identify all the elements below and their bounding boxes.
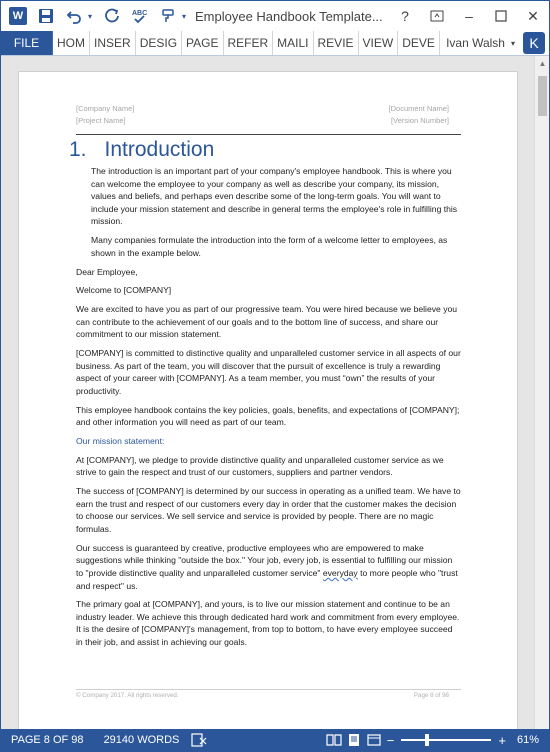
paragraph: Many companies formulate the introduction into the form of a welcome letter to employees, as shown in the example below. [91,235,448,258]
tab-page-layout[interactable]: PAGE [182,31,223,55]
paragraph [76,542,461,592]
header-project-name: [Project Name] [76,116,126,125]
heading-text: Introduction [104,138,215,161]
tab-references[interactable]: REFER [224,31,274,55]
spelling-check-icon[interactable] [129,5,151,27]
page-indicator[interactable]: PAGE 8 OF 98 [11,734,84,746]
word-app-icon[interactable] [7,5,29,27]
paragraph: At [COMPANY], we pledge to provide distinctive quality and unparalleled customer service as we strive to gain the respect and trust of our customers, suppliers and partner vendors. [76,454,444,478]
document-body [76,165,461,655]
header-rule [76,134,461,135]
tab-insert[interactable]: INSER [90,31,136,55]
zoom-in-button[interactable]: + [498,732,506,748]
save-icon[interactable] [35,5,57,27]
paragraph: The success of [COMPANY] is determined by our success in operating as a unified team. We have to earn the trust and respect of our customers every day in order that the customer makes the decision to choose our services. We sell service and service is provided by people. There are no magic formulas. [76,486,461,534]
word-count[interactable]: 29140 WORDS [103,734,180,746]
tab-mailings[interactable]: MAILI [273,31,313,55]
zoom-level[interactable]: 61% [516,734,539,746]
document-page[interactable] [18,71,518,730]
customize-toolbar-icon[interactable]: ▾ [181,11,186,21]
web-layout-icon[interactable] [364,729,384,751]
title-bar [1,1,549,31]
footer-copyright: © Company 2017. All rights reserved. [76,692,179,699]
spelling-flagged-word[interactable]: everyday [322,567,358,578]
header-company-name: [Company Name] [76,104,135,113]
zoom-slider-thumb[interactable] [425,734,429,746]
text-run: to more people who "trust and respect" us. [76,567,458,591]
heading-number: 1. [69,138,87,161]
document-area [1,55,549,729]
scrollbar-thumb[interactable] [538,76,547,116]
undo-icon[interactable] [63,5,85,27]
window-controls [389,1,549,31]
section-heading [69,138,214,162]
tab-developer[interactable]: DEVE [398,31,440,55]
close-icon[interactable]: ✕ [527,7,539,24]
status-bar [1,729,549,751]
salutation: Dear Employee, [76,266,138,277]
tab-review[interactable]: REVIE [314,31,359,55]
proofing-icon[interactable] [189,729,209,751]
undo-dropdown-icon[interactable]: ▾ [87,11,92,21]
help-icon[interactable]: ? [401,8,409,24]
paragraph: This employee handbook contains the key policies, goals, benefits, and expectations of [COMPANY]; and other information you will need as part of our team. [76,404,460,428]
user-name[interactable]: Ivan Walsh [446,36,505,50]
mission-heading: Our mission statement: [76,436,165,446]
ribbon-tabs [1,31,549,55]
quick-access-toolbar [1,1,189,31]
restore-icon[interactable] [485,1,517,31]
redo-icon[interactable] [101,5,123,27]
format-painter-icon[interactable] [157,5,179,27]
vertical-scrollbar[interactable] [534,56,549,730]
user-dropdown-icon[interactable]: ▾ [510,38,515,48]
read-mode-icon[interactable] [324,729,344,751]
zoom-slider[interactable] [401,739,491,741]
page-header [76,103,449,127]
text-run: Our success is guaranteed by creative, productive employees who are empowered to make suggestions while thinking "outside the box." Your job, every job, is essential to fulfilling our mission to "provide distinctive quality and unparalleled customer service" [76,542,453,578]
svg-text:ABC: ABC [132,10,148,17]
tab-home[interactable]: HOM [53,31,90,55]
welcome-line: Welcome to [COMPANY] [76,285,172,296]
paragraph: The primary goal at [COMPANY], and yours, is to live our mission statement and continue to be an industry leader. We achieve this through dedicated hard work and commitment from every employee. It is the desire of [COMPANY]'s management, from top to bottom, to have every employee succeed in their job, and assist in achieving our goals. [76,599,460,648]
paragraph: We are excited to have you as part of our progressive team. You were hired because we believe you can contribute to the achievement of our goals and to the bottom line of success, and share our commitment to our mission statement. [76,304,458,340]
tab-file[interactable]: FILE [1,31,53,55]
scroll-up-icon[interactable]: ▲ [538,58,547,68]
minimize-icon[interactable]: – [465,8,473,24]
word-logo: W [9,7,27,25]
ribbon-display-options-icon[interactable] [421,1,453,31]
tab-design[interactable]: DESIG [136,31,182,55]
header-version-number: [Version Number] [391,116,449,125]
page-footer [76,692,449,699]
footer-page-number: Page 8 of 98 [413,692,449,699]
zoom-out-button[interactable]: − [386,732,395,748]
footer-rule [76,689,461,690]
account-area[interactable] [440,31,549,55]
paragraph: [COMPANY] is committed to distinctive quality and unparalleled customer service in all aspects of our business. As part of the team, you will discover that the pursuit of excellence is truly a rewarding aspect of your career with [COMPANY]. As a team member, you must “own” the results of your productivity. [76,348,461,396]
document-title: Employee Handbook Template... [195,8,383,24]
print-layout-icon[interactable] [344,729,364,751]
header-document-name: [Document Name] [388,104,449,113]
user-avatar[interactable]: K [523,32,545,54]
paragraph: The introduction is an important part of your company's employee handbook. This is where you can welcome the employee to your company as well as describe your company, its mission, values and beliefs, and perhaps even describe some of the long-term goals. You will want to include your mission statement and describe in general terms the employee's role in fulfilling this mission. [91,166,458,227]
tab-view[interactable]: VIEW [359,31,399,55]
